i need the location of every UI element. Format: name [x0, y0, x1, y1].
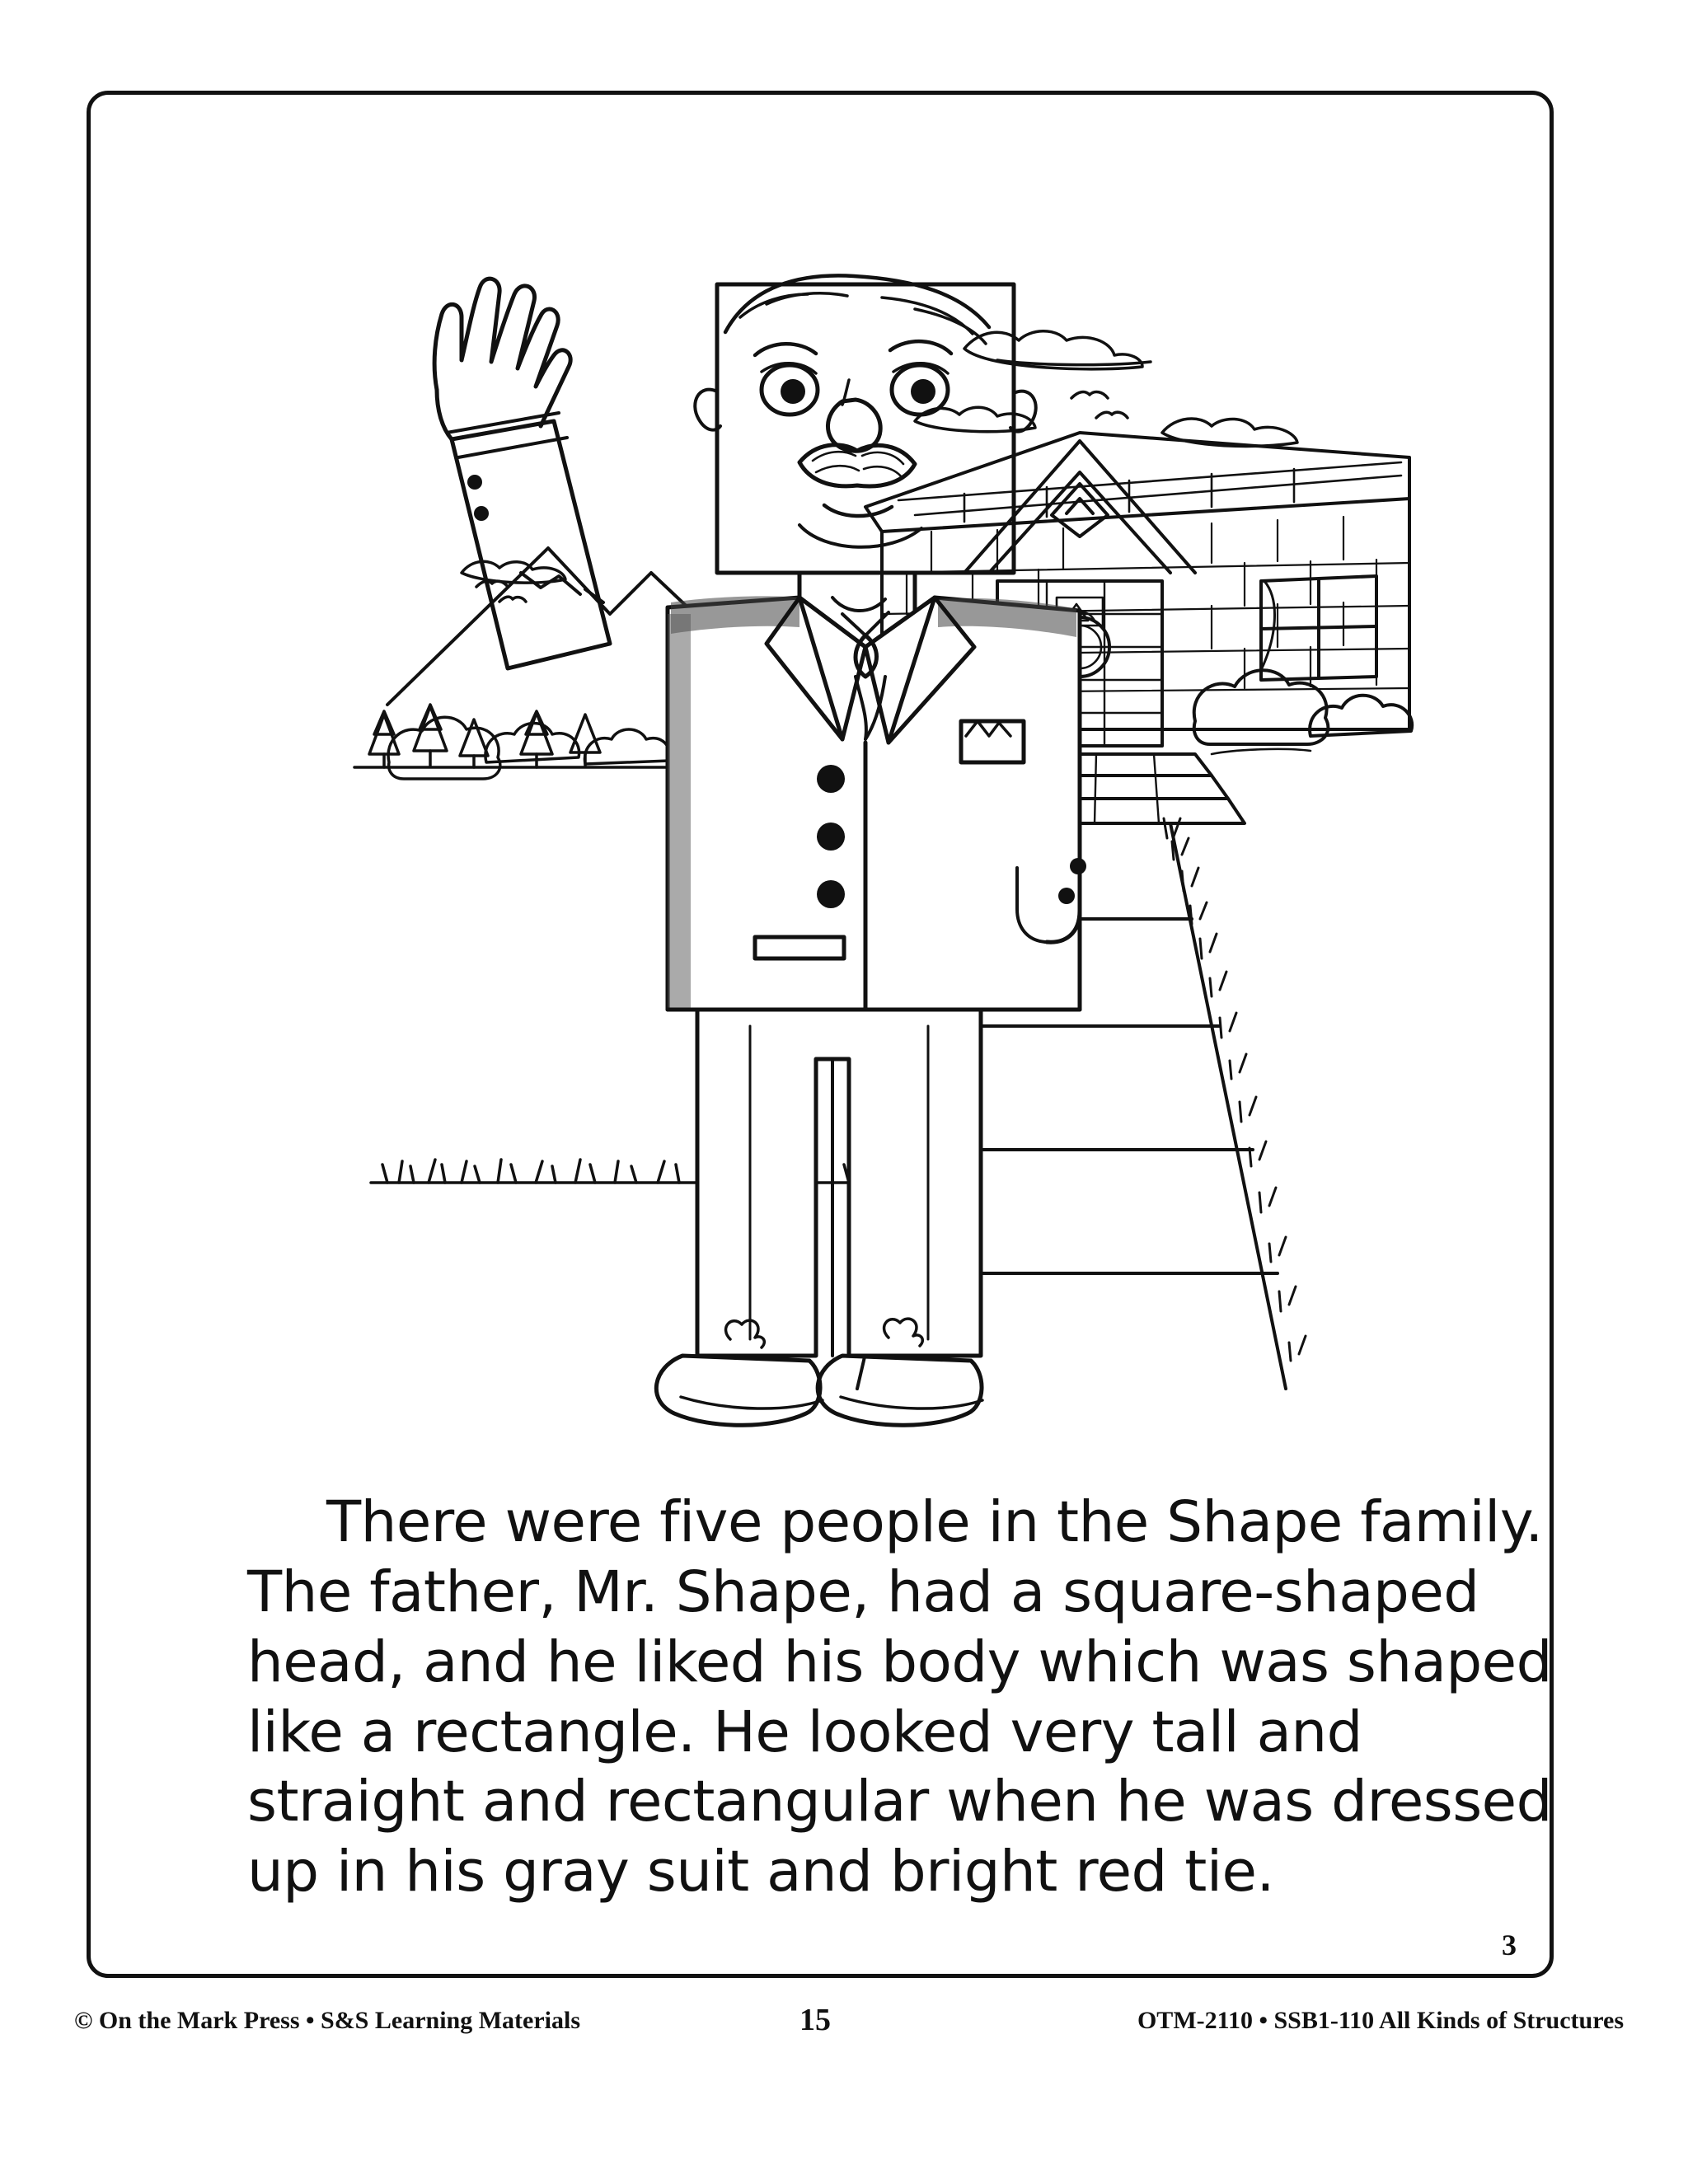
- tree-line: [354, 705, 692, 779]
- cloud-icon: [1162, 419, 1297, 446]
- cloud-icon: [964, 331, 1151, 369]
- mr-shape-character: [434, 275, 1086, 1425]
- page-footer: [74, 2003, 1624, 2048]
- bird-icon: [476, 581, 526, 602]
- story-text-block: [247, 1488, 1582, 1907]
- inner-page-number: 3: [1502, 1929, 1517, 1961]
- story-paragraph: There were five people in the Shape family. The father, Mr. Shape, had a square-shaped head, and he liked his body which was shaped like a rectangle. He looked very tall and straight and rectangular when he was dressed up in his gray suit and bright red tie.: [247, 1489, 1552, 1905]
- footer-product-code: OTM-2110 • SSB1-110 All Kinds of Structures: [1137, 2007, 1624, 2034]
- page-content-frame: [87, 91, 1554, 1978]
- illustration-mr-shape: [338, 185, 1558, 1471]
- footer-page-number: 15: [799, 2003, 831, 2037]
- footer-copyright: © On the Mark Press • S&S Learning Materials: [74, 2007, 580, 2034]
- bird-icon: [1071, 392, 1128, 418]
